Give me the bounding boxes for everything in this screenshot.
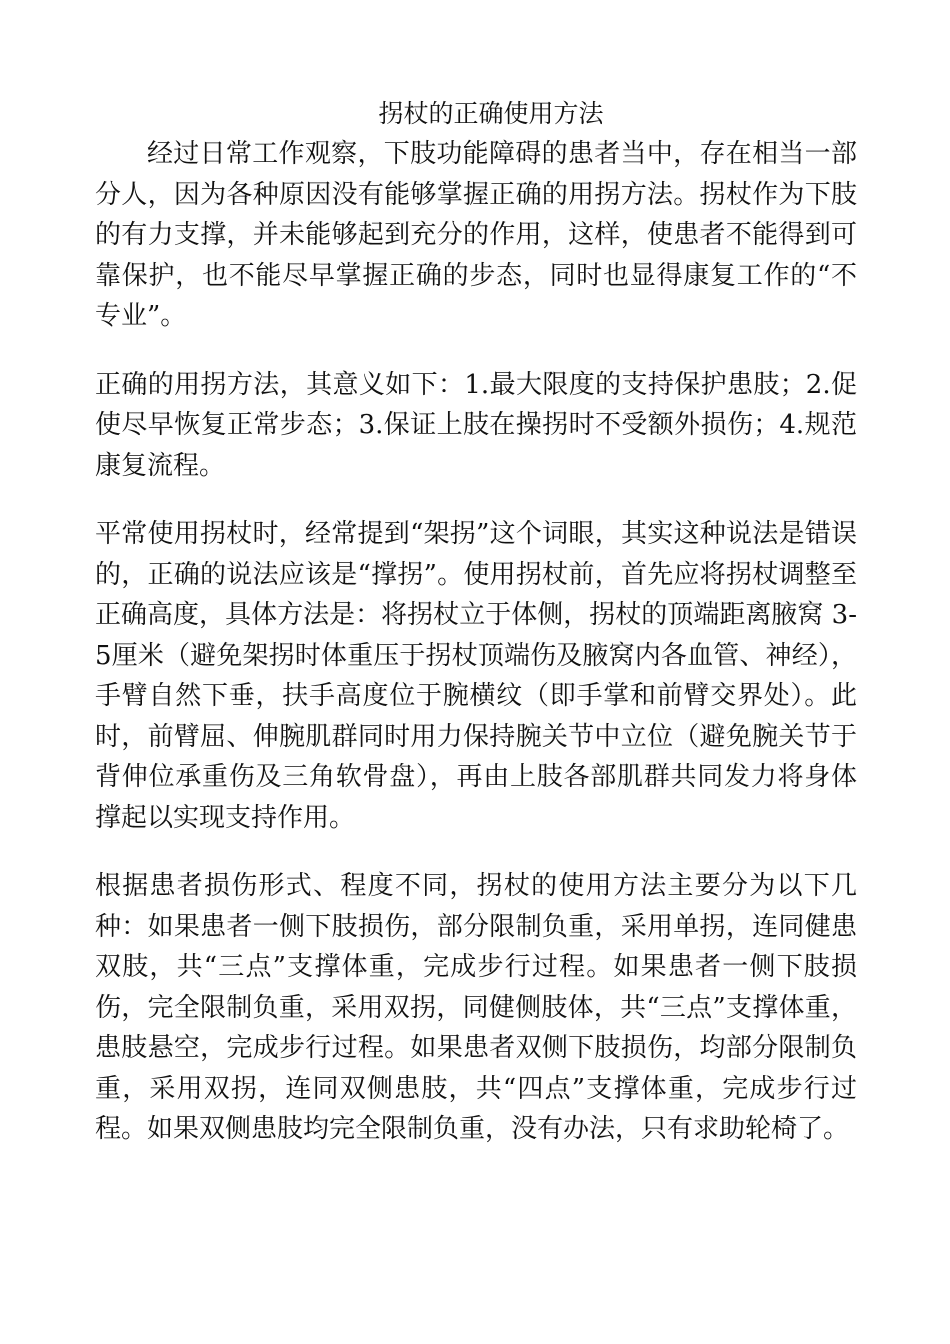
paragraph-observation: 经过日常工作观察，下肢功能障碍的患者当中，存在相当一部分人，因为各种原因没有能够掌握正确的用拐方法。拐杖作为下肢的有力支撑，并未能够起到充分的作用，这样，使患者不能得到可靠保护，也不能尽早掌握正确的步态，同时也显得康复工作的“不专业”。 (95, 139, 857, 331)
paragraph-significance: 正确的用拐方法，其意义如下：1.最大限度的支持保护患肢；2.促使尽早恢复正常步态；3.保证上肢在操拐时不受额外损伤；4.规范康复流程。 (95, 369, 857, 481)
paragraph-height-adjustment: 平常使用拐杖时，经常提到“架拐”这个词眼，其实这种说法是错误的，正确的说法应该是“撑拐”。使用拐杖前，首先应将拐杖调整至正确高度，具体方法是：将拐杖立于体侧，拐杖的顶端距离腋窝 3-5厘米（避免架拐时体重压于拐杖顶端伤及腋窝内各血管、神经），手臂自然下垂，扶手高度位于腕横纹（即手掌和前臂交界处）。此时，前臂屈、伸腕肌群同时用力保持腕关节中立位（避免腕关节于背伸位承重伤及三角软骨盘），再由上肢各部肌群共同发力将身体撑起以实现支持作用。 (95, 519, 857, 833)
paragraph-usage-methods: 根据患者损伤形式、程度不同，拐杖的使用方法主要分为以下几种：如果患者一侧下肢损伤，部分限制负重，采用单拐，连同健患双肢，共“三点”支撑体重，完成步行过程。如果患者一侧下肢损伤，完全限制负重，采用双拐，同健侧肢体，共“三点”支撑体重，患肢悬空，完成步行过程。如果患者双侧下肢损伤，均部分限制负重，采用双拐，连同双侧患肢，共“四点”支撑体重，完成步行过程。如果双侧患肢均完全限制负重，没有办法，只有求助轮椅了。 (95, 871, 857, 1144)
document-title: 拐杖的正确使用方法 (378, 99, 604, 128)
document-body (95, 98, 857, 1150)
